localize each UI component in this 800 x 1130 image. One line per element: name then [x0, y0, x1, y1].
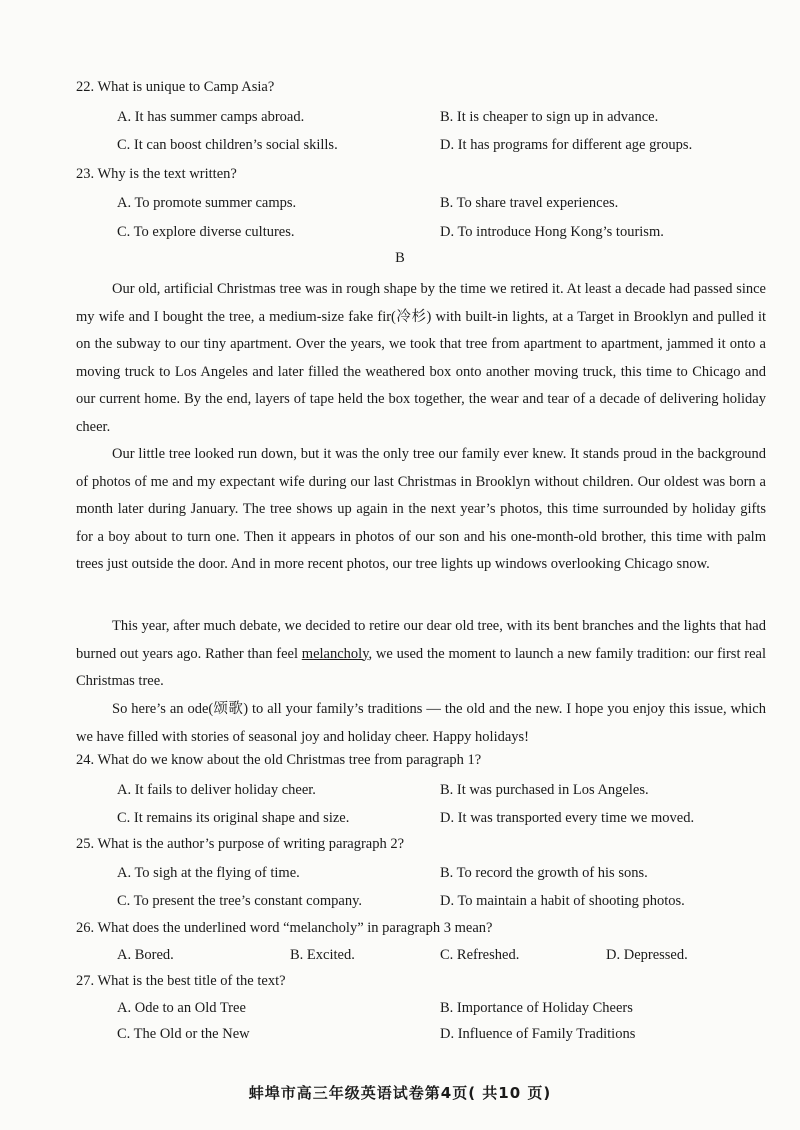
passage-paragraph-1: Our old, artificial Christmas tree was in rough shape by the time we retired it. At least a decade had passed since my wife and I bought the tree, a medium-size fake fir(冷杉) with built-in lights, at a Target in Brooklyn and pulled it on the subway to our tiny apartment. Over the years, we took that tree from apartment to apartment, jammed it onto a moving truck to Los Angeles and later filled the weathered box onto another moving truck, this time to Chicago and our current home. By the end, layers of tape held the box together, the wear and tear of a decade of delivering holiday cheer.	[76, 281, 766, 435]
question-24-option-b: B. It was purchased in Los Angeles.	[440, 782, 649, 798]
underlined-word: melancholy	[301, 645, 369, 662]
question-27-option-b: B. Importance of Holiday Cheers	[440, 1000, 633, 1016]
question-25-option-d: D. To maintain a habit of shooting photos.	[440, 893, 685, 909]
question-26-option-c: C. Refreshed.	[440, 947, 520, 963]
question-26-option-b: B. Excited.	[290, 947, 355, 963]
paragraph-3-text-start: This year, after much debate, we decided to retire our dear old tree, with its bent branches and the lights that had burned out years ago. Rather than feel	[76, 618, 766, 662]
question-24-option-a: A. It fails to deliver holiday cheer.	[117, 782, 316, 798]
passage-paragraph-4: So here’s an ode(颂歌) to all your family’s traditions — the old and the new. I hope you enjoy this issue, which we have filled with stories of seasonal joy and holiday cheer. Happy holidays!	[76, 701, 766, 745]
question-25-stem: 25. What is the author’s purpose of writing paragraph 2?	[76, 836, 405, 852]
paragraph-3-text-end: , we used the moment to launch a new family tradition: our first real Christmas tree.	[76, 645, 766, 689]
question-22-option-d: D. It has programs for different age groups.	[440, 137, 693, 153]
question-24-option-c: C. It remains its original shape and size.	[117, 810, 350, 826]
question-23-stem: 23. Why is the text written?	[76, 166, 237, 182]
question-25-option-a: A. To sigh at the flying of time.	[117, 865, 300, 881]
question-27-stem: 27. What is the best title of the text?	[76, 973, 286, 989]
question-23-option-d: D. To introduce Hong Kong’s tourism.	[440, 224, 664, 240]
question-22-option-c: C. It can boost children’s social skills.	[117, 137, 338, 153]
passage-paragraph-2: Our little tree looked run down, but it was the only tree our family ever knew. It stands proud in the background of photos of me and my expectant wife during our last Christmas in Brooklyn without children. Our oldest was born a month later during January. The tree shows up again in the next year’s photos, this time surrounded by holiday gifts for a boy about to turn one. Then it appears in photos of our son and his one-month-old brother, this time with palm trees just outside the door. And in more recent photos, our tree lights up windows overlooking Chicago snow.	[76, 446, 766, 572]
question-25-option-c: C. To present the tree’s constant company.	[117, 893, 363, 909]
question-26-option-a: A. Bored.	[117, 947, 174, 963]
question-27-option-c: C. The Old or the New	[117, 1026, 250, 1042]
question-22-option-a: A. It has summer camps abroad.	[117, 109, 305, 125]
question-23-option-c: C. To explore diverse cultures.	[117, 224, 295, 240]
question-26-option-d: D. Depressed.	[606, 947, 688, 963]
passage-paragraph-3	[76, 613, 766, 696]
question-23-option-b: B. To share travel experiences.	[440, 195, 619, 211]
question-27-option-a: A. Ode to an Old Tree	[117, 1000, 246, 1016]
question-27-option-d: D. Influence of Family Traditions	[440, 1026, 636, 1042]
question-26-stem: 26. What does the underlined word “melancholy” in paragraph 3 mean?	[76, 920, 493, 936]
question-24-stem: 24. What do we know about the old Christmas tree from paragraph 1?	[76, 752, 482, 768]
question-22-stem: 22. What is unique to Camp Asia?	[76, 79, 275, 95]
section-b-heading: B	[395, 250, 405, 266]
question-22-option-b: B. It is cheaper to sign up in advance.	[440, 109, 659, 125]
question-23-option-a: A. To promote summer camps.	[117, 195, 297, 211]
question-25-option-b: B. To record the growth of his sons.	[440, 865, 648, 881]
question-24-option-d: D. It was transported every time we moved.	[440, 810, 695, 826]
page-footer: 蚌埠市高三年级英语试卷第4页( 共10 页)	[248, 1084, 552, 1102]
